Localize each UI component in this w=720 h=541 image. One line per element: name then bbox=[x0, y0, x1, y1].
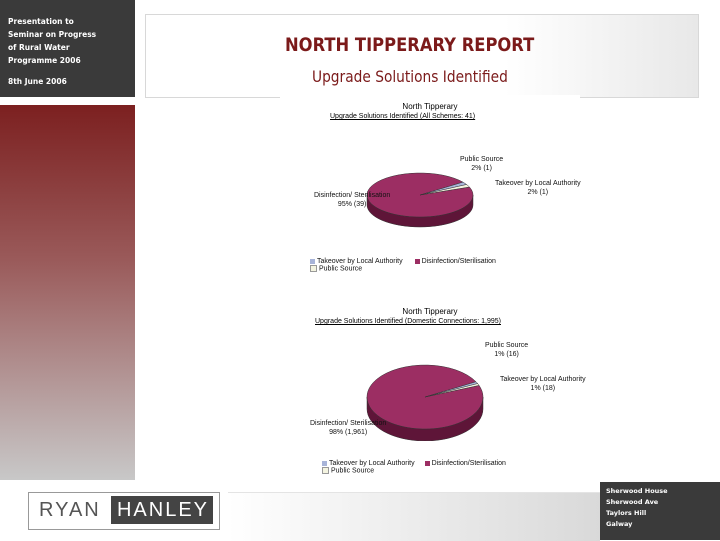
sidebar-line-3: of Rural Water bbox=[8, 43, 70, 52]
address-line-1: Sherwood House bbox=[606, 487, 668, 495]
chart1-label-disinfection: Disinfection/ Sterilisation 95% (39) bbox=[314, 192, 391, 208]
legend-swatch bbox=[322, 461, 327, 466]
chart1-legend bbox=[310, 258, 496, 272]
chart-area bbox=[280, 95, 586, 490]
address-line-4: Galway bbox=[606, 520, 633, 528]
address-line-2: Sherwood Ave bbox=[606, 498, 659, 506]
chart1-legend-takeover: Takeover by Local Authority bbox=[310, 258, 403, 265]
page-subtitle: Upgrade Solutions Identified bbox=[312, 67, 508, 86]
page-title: NORTH TIPPERARY REPORT bbox=[285, 34, 535, 56]
chart1-legend-disinfection: Disinfection/Sterilisation bbox=[415, 258, 496, 265]
chart2-label-takeover: Takeover by Local Authority 1% (18) bbox=[500, 376, 586, 392]
legend-swatch bbox=[322, 467, 329, 474]
legend-swatch bbox=[425, 461, 430, 466]
sidebar-date: 8th June 2006 bbox=[8, 77, 67, 86]
sidebar bbox=[0, 0, 135, 480]
chart1-title: North Tipperary bbox=[402, 102, 458, 111]
chart1-subtitle: Upgrade Solutions Identified (All Schemes: 41) bbox=[330, 113, 476, 120]
chart1-legend-public: Public Source bbox=[310, 265, 496, 272]
company-logo bbox=[28, 492, 220, 530]
footer-bar bbox=[228, 492, 600, 541]
logo-hanley: HANLEY bbox=[111, 496, 213, 524]
legend-swatch bbox=[415, 259, 420, 264]
chart2-title: North Tipperary bbox=[402, 307, 458, 316]
chart2-subtitle: Upgrade Solutions Identified (Domestic Connections: 1,995) bbox=[315, 318, 501, 325]
logo-ryan: RYAN bbox=[39, 499, 101, 521]
chart2-legend-public: Public Source bbox=[322, 467, 506, 474]
legend-swatch bbox=[310, 259, 315, 264]
legend-swatch bbox=[310, 265, 317, 272]
chart2-label-public: Public Source 1% (16) bbox=[485, 342, 529, 358]
sidebar-line-1: Presentation to bbox=[8, 17, 74, 26]
chart2-legend bbox=[322, 460, 506, 474]
chart1-label-public: Public Source 2% (1) bbox=[460, 156, 504, 172]
address-line-3: Taylors Hill bbox=[606, 509, 647, 517]
chart2-label-disinfection: Disinfection/ Sterilisation 98% (1,961) bbox=[310, 420, 387, 436]
chart2-legend-disinfection: Disinfection/Sterilisation bbox=[425, 460, 506, 467]
sidebar-line-4: Programme 2006 bbox=[8, 56, 81, 65]
sidebar-line-2: Seminar on Progress bbox=[8, 30, 97, 39]
chart2-legend-takeover: Takeover by Local Authority bbox=[322, 460, 415, 467]
chart1-label-takeover: Takeover by Local Authority 2% (1) bbox=[495, 180, 581, 196]
